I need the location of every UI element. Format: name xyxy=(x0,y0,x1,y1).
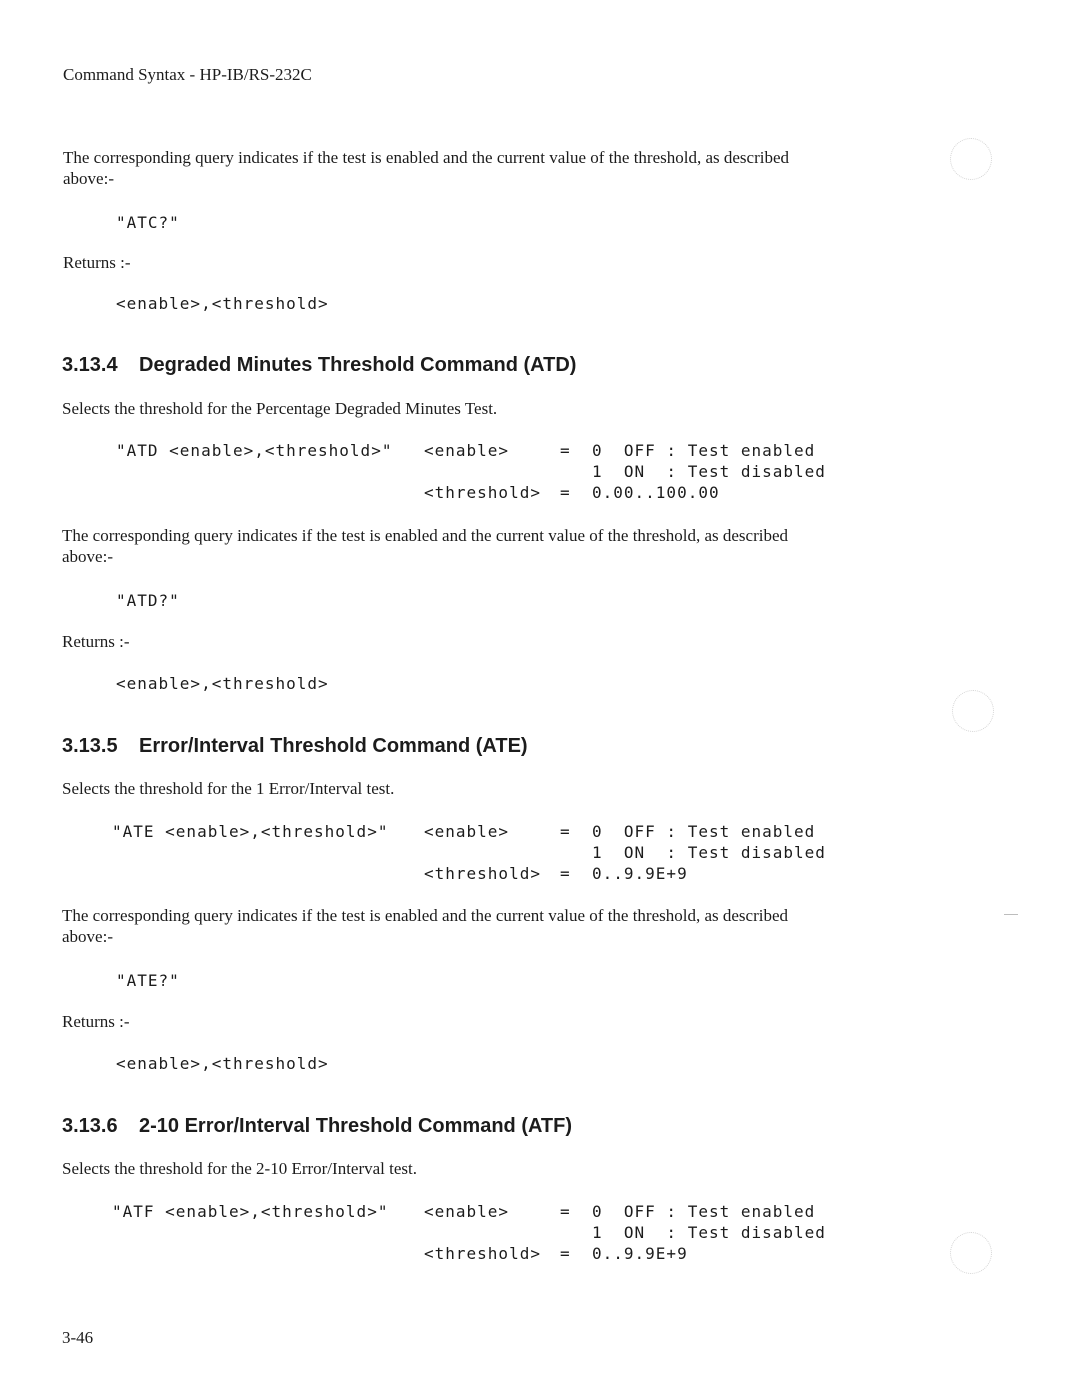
equals-sign: = xyxy=(560,441,571,460)
param-enable-label: <enable> xyxy=(424,441,510,460)
query-para-line1: The corresponding query indicates if the test is enabled and the current value of the threshold, as described xyxy=(62,526,789,545)
section-number: 3.13.6 xyxy=(62,1115,118,1137)
margin-tick-mark xyxy=(1004,914,1018,915)
punch-hole-mark xyxy=(952,690,994,732)
punch-hole-mark xyxy=(950,138,992,180)
option-off: 0 OFF : Test enabled xyxy=(592,441,816,460)
command-syntax: "ATE <enable>,<threshold>" xyxy=(112,822,389,841)
section-heading-ate xyxy=(62,734,528,758)
returns-value: <enable>,<threshold> xyxy=(116,674,329,693)
section-heading-atf xyxy=(62,1114,572,1138)
option-on: 1 ON : Test disabled xyxy=(592,462,826,481)
param-threshold-label: <threshold> xyxy=(424,864,541,883)
section-description: Selects the threshold for the 2-10 Error/Interval test. xyxy=(62,1159,417,1178)
section-title: 2-10 Error/Interval Threshold Command (ATF) xyxy=(139,1115,573,1137)
section-number: 3.13.4 xyxy=(62,354,118,376)
punch-hole-mark xyxy=(950,1232,992,1274)
returns-label: Returns :- xyxy=(62,1012,130,1031)
equals-sign: = xyxy=(560,483,571,502)
param-threshold-label: <threshold> xyxy=(424,1244,541,1263)
section-description: Selects the threshold for the 1 Error/Interval test. xyxy=(62,779,395,798)
query-para-line2: above:- xyxy=(62,927,113,946)
query-command: "ATE?" xyxy=(116,971,180,990)
query-para-line1: The corresponding query indicates if the test is enabled and the current value of the threshold, as described xyxy=(62,906,789,925)
equals-sign: = xyxy=(560,1244,571,1263)
command-syntax: "ATD <enable>,<threshold>" xyxy=(116,441,393,460)
intro-returns-value: <enable>,<threshold> xyxy=(116,294,329,313)
section-title: Degraded Minutes Threshold Command (ATD) xyxy=(139,354,577,376)
threshold-range: 0..9.9E+9 xyxy=(592,864,688,883)
equals-sign: = xyxy=(560,1202,571,1221)
equals-sign: = xyxy=(560,864,571,883)
section-heading-atd xyxy=(62,353,576,377)
option-off: 0 OFF : Test enabled xyxy=(592,1202,816,1221)
equals-sign: = xyxy=(560,822,571,841)
param-enable-label: <enable> xyxy=(424,822,510,841)
command-syntax: "ATF <enable>,<threshold>" xyxy=(112,1202,389,1221)
threshold-range: 0..9.9E+9 xyxy=(592,1244,688,1263)
query-command: "ATD?" xyxy=(116,591,180,610)
section-number: 3.13.5 xyxy=(62,735,118,757)
returns-value: <enable>,<threshold> xyxy=(116,1054,329,1073)
intro-para-line1: The corresponding query indicates if the test is enabled and the current value of the threshold, as described xyxy=(63,148,790,167)
param-threshold-label: <threshold> xyxy=(424,483,541,502)
section-description: Selects the threshold for the Percentage Degraded Minutes Test. xyxy=(62,399,498,418)
intro-returns-label: Returns :- xyxy=(63,253,131,272)
threshold-range: 0.00..100.00 xyxy=(592,483,720,502)
option-on: 1 ON : Test disabled xyxy=(592,843,826,862)
query-para-line2: above:- xyxy=(62,547,113,566)
returns-label: Returns :- xyxy=(62,632,130,651)
param-enable-label: <enable> xyxy=(424,1202,510,1221)
option-on: 1 ON : Test disabled xyxy=(592,1223,826,1242)
intro-para-line2: above:- xyxy=(63,169,114,188)
option-off: 0 OFF : Test enabled xyxy=(592,822,816,841)
section-title: Error/Interval Threshold Command (ATE) xyxy=(139,735,528,757)
running-header: Command Syntax - HP-IB/RS-232C xyxy=(63,65,312,84)
page-number: 3-46 xyxy=(62,1328,94,1347)
intro-query: "ATC?" xyxy=(116,213,180,232)
